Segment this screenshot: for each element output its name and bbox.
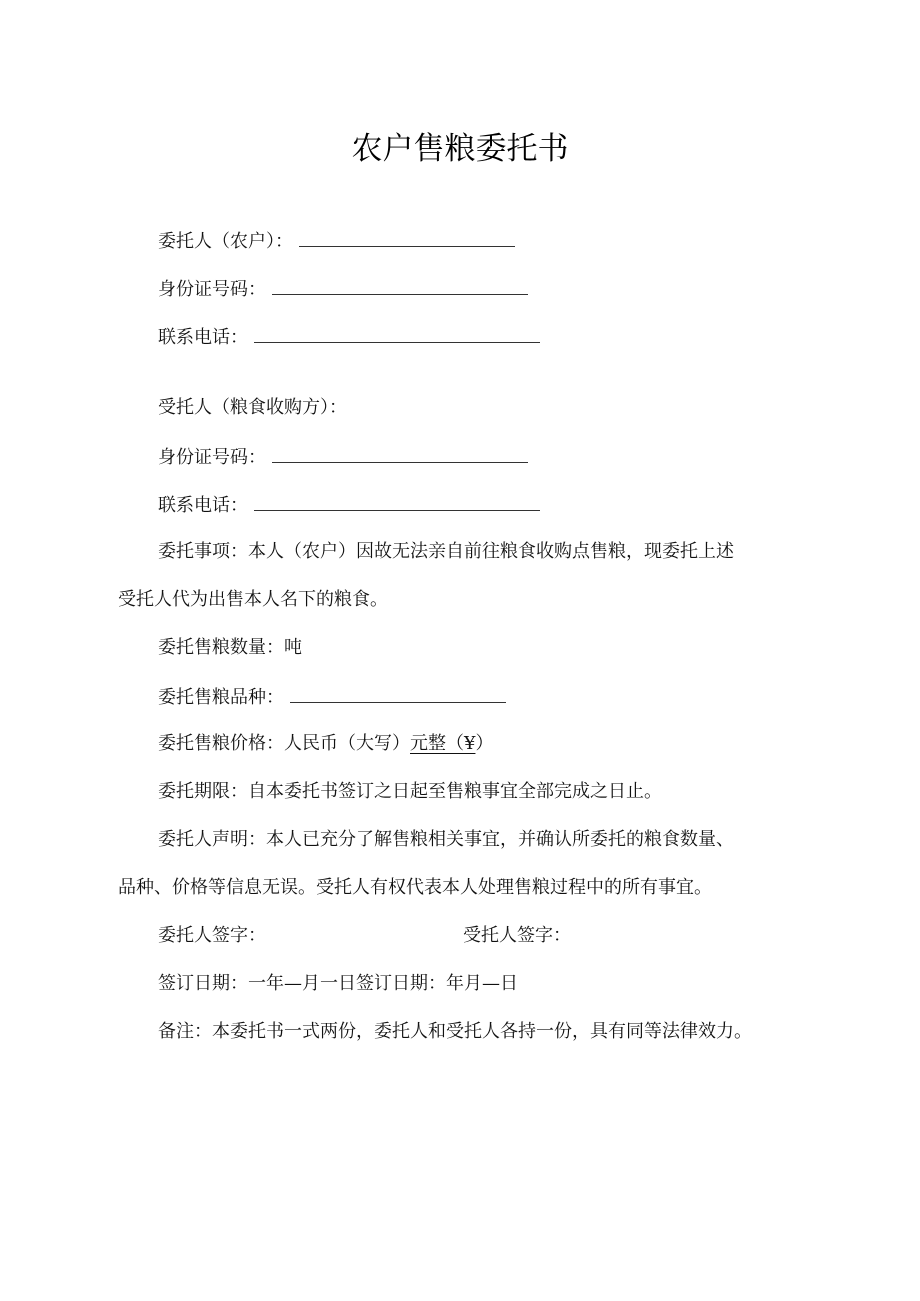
agent-name-label: 受托人（粮食收购方）：	[158, 397, 347, 418]
matter-line-2: 受托人代为出售本人名下的粮食。	[118, 589, 388, 610]
note-line: 备注：本委托书一式两份，委托人和受托人各持一份，具有同等法律效力。	[158, 1021, 752, 1042]
principal-phone-label: 联系电话：	[158, 327, 248, 348]
principal-id-blank[interactable]	[272, 274, 528, 295]
principal-phone-blank[interactable]	[254, 322, 540, 343]
principal-name-label: 委托人（农户）：	[158, 231, 293, 252]
variety-label: 委托售粮品种：	[158, 687, 284, 708]
agent-signature: 受托人签字：	[463, 925, 571, 946]
agent-id-blank[interactable]	[272, 442, 528, 463]
agent-id-field	[158, 442, 528, 472]
declaration-line-1: 委托人声明：本人已充分了解售粮相关事宜，并确认所委托的粮食数量、	[158, 829, 734, 850]
principal-phone-field	[158, 322, 540, 352]
agent-id-label: 身份证号码：	[158, 447, 266, 468]
variety-blank[interactable]	[290, 682, 506, 703]
document-title: 农户售粮委托书	[351, 131, 569, 167]
agent-phone-label: 联系电话：	[158, 495, 248, 516]
agent-phone-field	[158, 490, 540, 520]
agent-phone-blank[interactable]	[254, 490, 540, 511]
declaration-line-2: 品种、价格等信息无误。受托人有权代表本人处理售粮过程中的所有事宜。	[118, 877, 712, 898]
price-prefix: 委托售粮价格：人民币（大写）	[158, 733, 410, 754]
principal-name-field	[158, 226, 515, 256]
price-line	[158, 730, 493, 758]
principal-id-field	[158, 274, 528, 304]
matter-line-1: 委托事项：本人（农户）因故无法亲自前往粮食收购点售粮，现委托上述	[158, 541, 734, 562]
variety-field	[158, 682, 506, 712]
date-line: 签订日期：一年—月一日签订日期：年月—日	[158, 973, 518, 994]
agent-name-field	[158, 394, 347, 422]
principal-name-blank[interactable]	[299, 226, 515, 247]
principal-id-label: 身份证号码：	[158, 279, 266, 300]
quantity-line: 委托售粮数量：吨	[158, 637, 302, 658]
price-underlined: 元整（¥	[410, 733, 476, 754]
term-line: 委托期限：自本委托书签订之日起至售粮事宜全部完成之日止。	[158, 781, 662, 802]
price-suffix: ）	[475, 733, 494, 754]
principal-signature: 委托人签字：	[158, 925, 266, 946]
